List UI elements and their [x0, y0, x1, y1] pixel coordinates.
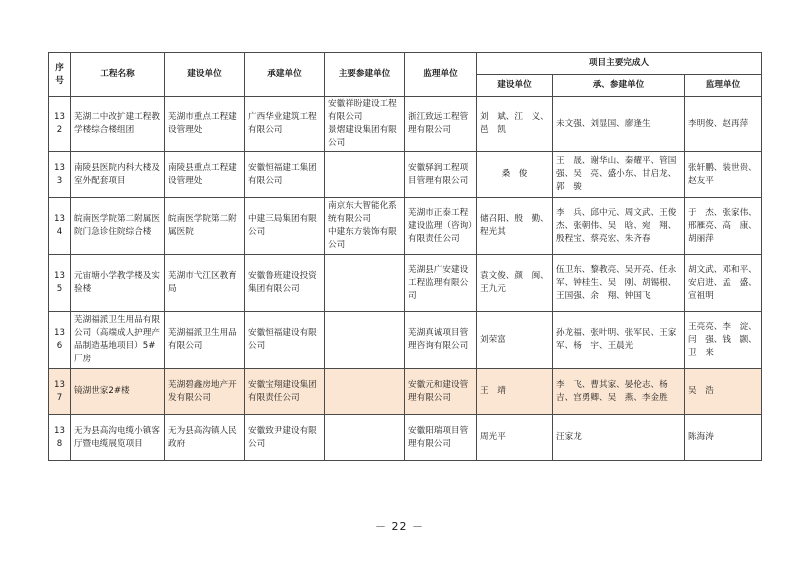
row-contractor: 安徽致尹建设有限公司	[245, 415, 325, 461]
row-seq: 132	[49, 97, 71, 152]
row-person-contractor: 未文强、刘显国、廖逢生	[553, 97, 685, 152]
row-builder: 芜湖福派卫生用品有限公司	[165, 312, 245, 369]
table-row	[49, 198, 762, 255]
row-person-builder: 袁文俊、颜 闽、王九元	[477, 255, 553, 312]
header-supervisor: 监理单位	[405, 53, 477, 97]
row-participant: 南京东大智能化系统有限公司 中建东方装饰有限公司	[325, 198, 405, 255]
row-project: 芜湖二中改扩建工程教学楼综合楼组团	[71, 97, 165, 152]
header-completers: 项目主要完成人	[477, 53, 762, 75]
row-builder: 无为县高沟镇人民政府	[165, 415, 245, 461]
row-person-builder: 王 靖	[477, 369, 553, 415]
row-participant: 安徽祥盼建设工程有限公司 景熠建设集团有限公司	[325, 97, 405, 152]
header-project: 工程名称	[71, 53, 165, 97]
header-builder: 建设单位	[165, 53, 245, 97]
row-participant	[325, 255, 405, 312]
row-supervisor: 安徽阳瑞项目管理有限公司	[405, 415, 477, 461]
header-sub-supervisor: 监理单位	[685, 75, 762, 97]
row-supervisor: 安徽驿润工程项目管理有限公司	[405, 152, 477, 198]
row-project: 芜湖福派卫生用品有限公司（高端成人护理产品制造基地项目）5#厂房	[71, 312, 165, 369]
table-row	[49, 369, 762, 415]
row-person-builder: 储召阳、殷 勤、程光其	[477, 198, 553, 255]
row-contractor: 安徽鲁班建设投资集团有限公司	[245, 255, 325, 312]
header-sub-contractor: 承、参建单位	[553, 75, 685, 97]
row-person-supervisor: 张轩鹏、装世贵、赵友平	[685, 152, 762, 198]
table-row	[49, 97, 762, 152]
row-project: 皖南医学院第二附属医院门急诊住院综合楼	[71, 198, 165, 255]
row-project: 元宙塘小学教学楼及实验楼	[71, 255, 165, 312]
row-project: 南陵县医院内科大楼及室外配套项目	[71, 152, 165, 198]
row-seq: 134	[49, 198, 71, 255]
header-participant: 主要参建单位	[325, 53, 405, 97]
row-contractor: 安徽恒福建设有限公司	[245, 312, 325, 369]
award-table-page	[48, 52, 761, 461]
row-supervisor: 芜湖真诚项目管理咨询有限公司	[405, 312, 477, 369]
row-contractor: 安徽恒福建工集团有限公司	[245, 152, 325, 198]
row-person-contractor: 孙龙福、张叶明、张军民、王家军、杨 宇、王晨光	[553, 312, 685, 369]
row-participant	[325, 415, 405, 461]
row-person-contractor: 伍卫东、黎教亮、吴开亮、任永军、钟桂生、吴 刚、胡锡根、王国强、余 翔、钟国飞	[553, 255, 685, 312]
project-table	[48, 52, 762, 461]
row-project: 无为县高沟电缆小镇客厅暨电缆展览项目	[71, 415, 165, 461]
row-person-builder: 刘 斌、江 义、邑 凯	[477, 97, 553, 152]
page-number: － 22 －	[375, 520, 424, 533]
row-project: 镜湖世家2#楼	[71, 369, 165, 415]
header-contractor: 承建单位	[245, 53, 325, 97]
header-sub-builder: 建设单位	[477, 75, 553, 97]
row-supervisor: 芜湖县广安建设工程监理有限公司	[405, 255, 477, 312]
row-seq: 138	[49, 415, 71, 461]
table-row	[49, 255, 762, 312]
row-builder: 芜湖市重点工程建设管理处	[165, 97, 245, 152]
row-person-supervisor: 李明俊、赵再萍	[685, 97, 762, 152]
table-row	[49, 152, 762, 198]
row-supervisor: 浙江致远工程管理有限公司	[405, 97, 477, 152]
row-builder: 皖南医学院第二附属医院	[165, 198, 245, 255]
row-builder: 芜湖碧鑫房地产开发有限公司	[165, 369, 245, 415]
row-person-contractor: 王 晟、谢华山、秦耀平、管国强、吴 亮、盛小东、甘启龙、郭 骏	[553, 152, 685, 198]
row-person-builder: 周光平	[477, 415, 553, 461]
table-row	[49, 415, 762, 461]
row-participant	[325, 312, 405, 369]
row-person-supervisor: 王亮亮、李 淀、闫 强、钱 颢、卫 来	[685, 312, 762, 369]
row-seq: 135	[49, 255, 71, 312]
row-seq: 137	[49, 369, 71, 415]
row-supervisor: 芜湖市正泰工程建设监理（咨询）有限责任公司	[405, 198, 477, 255]
row-person-contractor: 汪家龙	[553, 415, 685, 461]
row-person-builder: 桑 俊	[477, 152, 553, 198]
row-person-contractor: 李 兵、邱中元、周文武、王俊杰、张朝伟、吴 晗、宛 翔、殷程宝、蔡亮宏、朱齐春	[553, 198, 685, 255]
row-builder: 南陵县重点工程建设管理处	[165, 152, 245, 198]
row-person-supervisor: 吴 浩	[685, 369, 762, 415]
table-row	[49, 312, 762, 369]
row-contractor: 安徽宝翔建设集团有限责任公司	[245, 369, 325, 415]
row-seq: 133	[49, 152, 71, 198]
row-builder: 芜湖市弋江区教育局	[165, 255, 245, 312]
row-person-supervisor: 胡文武、邓和平、安启进、孟 盛、宣祖明	[685, 255, 762, 312]
row-participant	[325, 152, 405, 198]
row-contractor: 中建三局集团有限公司	[245, 198, 325, 255]
row-seq: 136	[49, 312, 71, 369]
row-contractor: 广西华业建筑工程有限公司	[245, 97, 325, 152]
row-supervisor: 安徽元和建设管理有限公司	[405, 369, 477, 415]
row-participant	[325, 369, 405, 415]
row-person-contractor: 李 飞、曹其家、晏伦志、杨 吉、宫勇卿、吴 燕、李金胜	[553, 369, 685, 415]
row-person-builder: 刘荣富	[477, 312, 553, 369]
row-person-supervisor: 陈海涛	[685, 415, 762, 461]
header-seq: 序号	[49, 53, 71, 97]
row-person-supervisor: 于 杰、张家伟、邢雁亮、高 康、胡丽萍	[685, 198, 762, 255]
